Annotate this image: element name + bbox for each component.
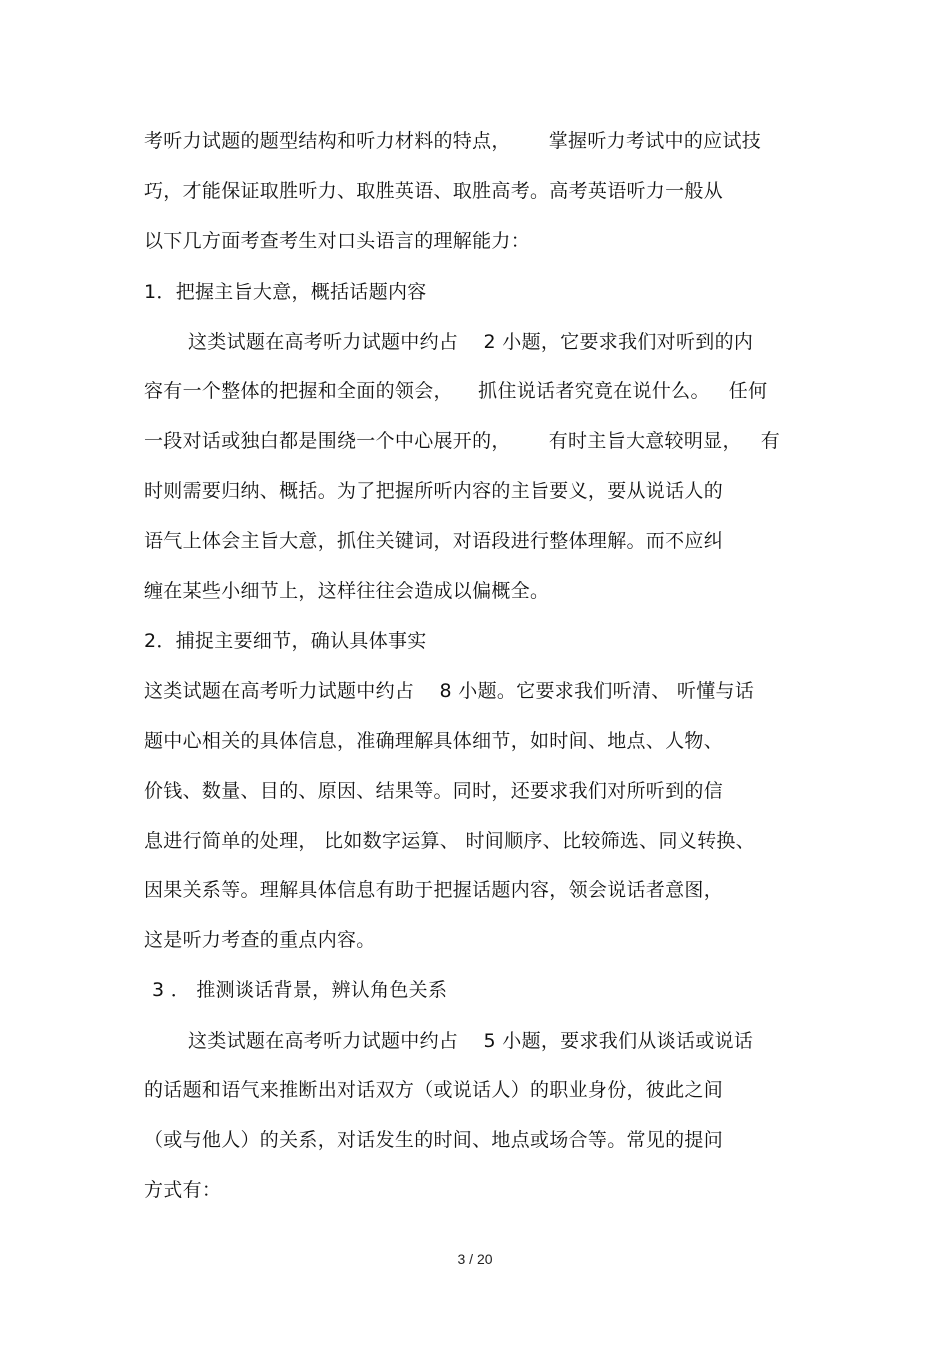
- paragraph-line: 这类试题在高考听力试题中约占 5 小题，要求我们从谈话或说话: [188, 1030, 754, 1052]
- paragraph-line: （或与他人）的关系，对话发生的时间、地点或场合等。常见的提问: [144, 1129, 724, 1151]
- paragraph-line: 考听力试题的题型结构和听力材料的特点， 掌握听力考试中的应试技: [144, 130, 762, 152]
- paragraph-line: 缠在某些小细节上，这样往往会造成以偏概全。: [144, 580, 550, 602]
- paragraph-line: 这类试题在高考听力试题中约占 2 小题，它要求我们对听到的内: [188, 331, 754, 353]
- section-heading: 1．把握主旨大意，概括话题内容: [144, 281, 427, 303]
- page-number: 3 / 20: [457, 1251, 493, 1267]
- paragraph-line: 一段对话或独白都是围绕一个中心展开的， 有时主旨大意较明显， 有: [144, 430, 781, 452]
- paragraph-line: 语气上体会主旨大意，抓住关键词，对语段进行整体理解。而不应纠: [144, 530, 724, 552]
- paragraph-line: 因果关系等。理解具体信息有助于把握话题内容，领会说话者意图，: [144, 879, 724, 901]
- paragraph-line: 价钱、数量、目的、原因、结果等。同时，还要求我们对所听到的信: [144, 780, 724, 802]
- paragraph-line: 的话题和语气来推断出对话双方（或说话人）的职业身份，彼此之间: [144, 1079, 724, 1101]
- paragraph-line: 容有一个整体的把握和全面的领会， 抓住说话者究竟在说什么。 任何: [144, 380, 768, 402]
- section-heading: 3 ． 推测谈话背景，辨认角色关系: [152, 979, 448, 1001]
- paragraph-line: 以下几方面考查考生对口头语言的理解能力：: [144, 230, 531, 252]
- paragraph-line: 方式有：: [144, 1179, 222, 1201]
- paragraph-line: 这是听力考查的重点内容。: [144, 929, 376, 951]
- paragraph-line: 题中心相关的具体信息，准确理解具体细节，如时间、地点、人物、: [144, 730, 724, 752]
- section-heading: 2．捕捉主要细节，确认具体事实: [144, 630, 427, 652]
- paragraph-line: 这类试题在高考听力试题中约占 8 小题。它要求我们听清、 听懂与话: [144, 680, 755, 702]
- paragraph-line: 息进行简单的处理， 比如数字运算、 时间顺序、比较筛选、同义转换、: [144, 830, 755, 852]
- paragraph-line: 时则需要归纳、概括。为了把握所听内容的主旨要义，要从说话人的: [144, 480, 724, 502]
- paragraph-line: 巧，才能保证取胜听力、取胜英语、取胜高考。高考英语听力一般从: [144, 180, 724, 202]
